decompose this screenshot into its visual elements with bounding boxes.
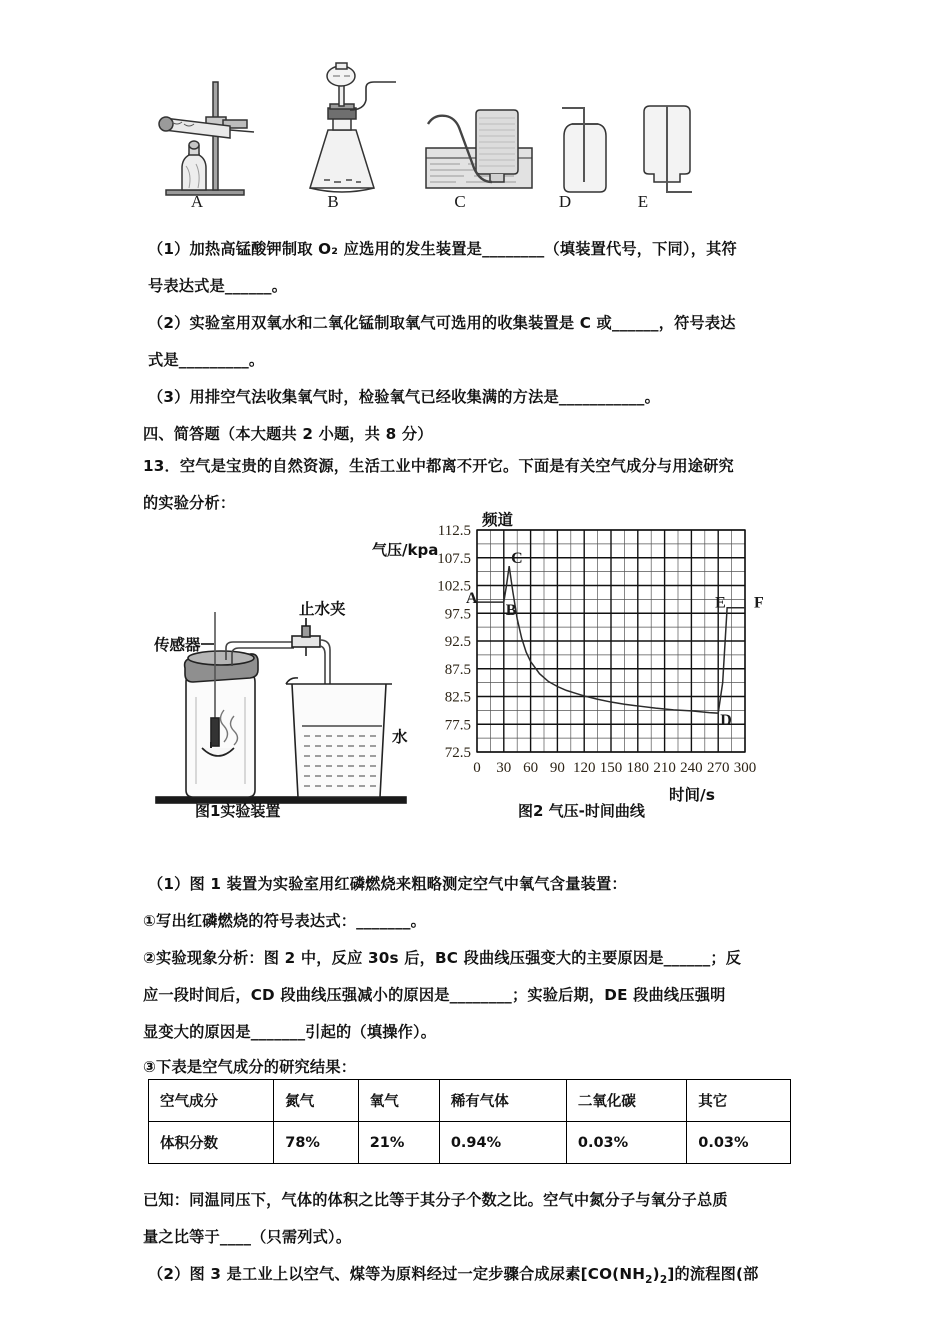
table-value-other: 0.03% (687, 1122, 791, 1164)
chart-x-tick: 300 (733, 760, 757, 776)
table-value-noble-gas: 0.94% (439, 1122, 566, 1164)
part1-line-4: 应一段时间后，CD 段曲线压强减小的原因是________；实验后期，DE 段曲线压强明 (143, 986, 726, 1004)
footer-sub-1: 2 (645, 1274, 653, 1287)
apparatus-c-icon (426, 110, 532, 188)
figure1-label-water: 水 (392, 728, 408, 746)
chart-y-tick: 82.5 (444, 689, 471, 706)
apparatus-e-icon (644, 106, 692, 192)
chart-y-tick: 97.5 (444, 606, 471, 623)
chart-y-tick: 102.5 (437, 578, 471, 595)
apparatus-b-icon (310, 63, 396, 192)
chart-y-tick: 87.5 (444, 661, 471, 678)
table-header-oxygen: 氧气 (358, 1080, 439, 1122)
figure-2-caption: 图2 气压-时间曲线 (518, 802, 645, 820)
apparatus-diagram-strip (150, 62, 710, 212)
item-13-line-2: 的实验分析： (143, 494, 236, 512)
part1-line-3: ②实验现象分析：图 2 中，反应 30s 后，BC 段曲线压强变大的主要原因是______；反 (143, 949, 742, 967)
apparatus-d-icon (562, 108, 606, 192)
apparatus-label-e: E (637, 192, 649, 211)
chart-x-axis-label: 时间/s (669, 786, 715, 804)
chart-y-tick: 92.5 (444, 634, 471, 650)
apparatus-label-c: C (454, 192, 466, 211)
question-2-line-1: （2）实验室用双氧水和二氧化锰制取氧气可选用的收集装置是 C 或______，符号表达 (148, 314, 736, 332)
chart-point-f: F (754, 594, 764, 612)
apparatus-label-b: B (327, 192, 339, 211)
footer-line-3-post: ]的流程图(部 (667, 1265, 759, 1283)
air-composition-table (148, 1079, 791, 1164)
part1-line-5: 显变大的原因是_______引起的（填操作）。 (143, 1023, 437, 1041)
figure-1-caption: 图1实验装置 (195, 802, 281, 820)
chart-x-tick: 0 (473, 760, 481, 776)
footer-line-2: 量之比等于____（只需列式）。 (143, 1228, 352, 1246)
figure1-label-sensor: 传感器 (154, 636, 201, 654)
chart-y-axis-label: 气压/kpa (372, 541, 439, 559)
question-3-line-1: （3）用排空气法收集氧气时，检验氧气已经收集满的方法是___________。 (148, 388, 660, 406)
table-header-carbon-dioxide: 二氧化碳 (566, 1080, 686, 1122)
chart-y-tick: 112.5 (437, 523, 471, 539)
chart-x-tick-labels (473, 760, 756, 776)
figure1-label-clamp: 止水夹 (299, 600, 346, 618)
chart-y-tick-labels (437, 523, 471, 761)
item-13-line-1: 13．空气是宝贵的自然资源，生活工业中都离不开它。下面是有关空气成分与用途研究 (143, 457, 734, 475)
chart-point-c: C (511, 550, 523, 568)
chart-x-tick: 270 (706, 760, 730, 776)
chart-x-tick: 90 (549, 760, 565, 776)
table-header-other: 其它 (687, 1080, 791, 1122)
table-value-nitrogen: 78% (274, 1122, 358, 1164)
question-1-line-1: （1）加热高锰酸钾制取 O₂ 应选用的发生装置是________（填装置代号，下同），其符 (148, 240, 737, 258)
figure-2-pressure-time-chart (370, 505, 770, 835)
chart-y-tick: 107.5 (437, 550, 471, 567)
section-heading: 四、简答题（本大题共 2 小题，共 8 分） (143, 425, 433, 443)
chart-x-tick: 180 (626, 760, 650, 776)
chart-x-tick: 240 (680, 760, 703, 776)
footer-line-3 (148, 1256, 759, 1299)
chart-point-d: D (720, 712, 732, 730)
table-value-carbon-dioxide: 0.03% (566, 1122, 686, 1164)
table-row (149, 1122, 791, 1164)
table-label-volume-fraction: 体积分数 (149, 1122, 274, 1164)
table-row (149, 1080, 791, 1122)
table-header-nitrogen: 氮气 (274, 1080, 358, 1122)
chart-y-tick: 72.5 (444, 745, 471, 761)
footer-sub-2: 2 (659, 1274, 668, 1287)
question-2-line-2: 式是_________。 (148, 351, 265, 369)
chart-y-tick: 77.5 (444, 717, 471, 734)
chart-point-b: B (505, 602, 517, 620)
apparatus-label-d: D (558, 192, 572, 211)
footer-line-1: 已知：同温同压下，气体的体积之比等于其分子个数之比。空气中氮分子与氧分子总质 (143, 1191, 728, 1209)
chart-svg (370, 505, 770, 835)
chart-point-e: E (715, 594, 726, 612)
table-header-component: 空气成分 (149, 1080, 274, 1122)
apparatus-svg (150, 62, 710, 212)
apparatus-label-a: A (190, 192, 204, 211)
chart-x-tick: 210 (653, 760, 676, 776)
chart-x-tick: 30 (496, 760, 512, 776)
part1-line-6: ③下表是空气成分的研究结果： (143, 1058, 357, 1076)
footer-line-3-mid: ) (652, 1265, 660, 1283)
chart-x-tick: 60 (523, 760, 539, 776)
chart-title: 频道 (482, 511, 514, 529)
chart-x-tick: 150 (599, 760, 623, 776)
table-value-oxygen: 21% (358, 1122, 439, 1164)
apparatus-a-icon (159, 82, 254, 195)
chart-x-tick: 120 (572, 760, 596, 776)
question-1-line-2: 号表达式是______。 (148, 277, 288, 295)
part1-line-2: ①写出红磷燃烧的符号表达式：_______。 (143, 912, 427, 930)
chart-point-a: A (466, 590, 478, 608)
part1-line-1: （1）图 1 装置为实验室用红磷燃烧来粗略测定空气中氧气含量装置： (148, 875, 627, 893)
footer-line-3-pre: （2）图 3 是工业上以空气、煤等为原料经过一定步骤合成尿素[CO(NH (148, 1265, 646, 1283)
table-header-noble-gas: 稀有气体 (439, 1080, 566, 1122)
